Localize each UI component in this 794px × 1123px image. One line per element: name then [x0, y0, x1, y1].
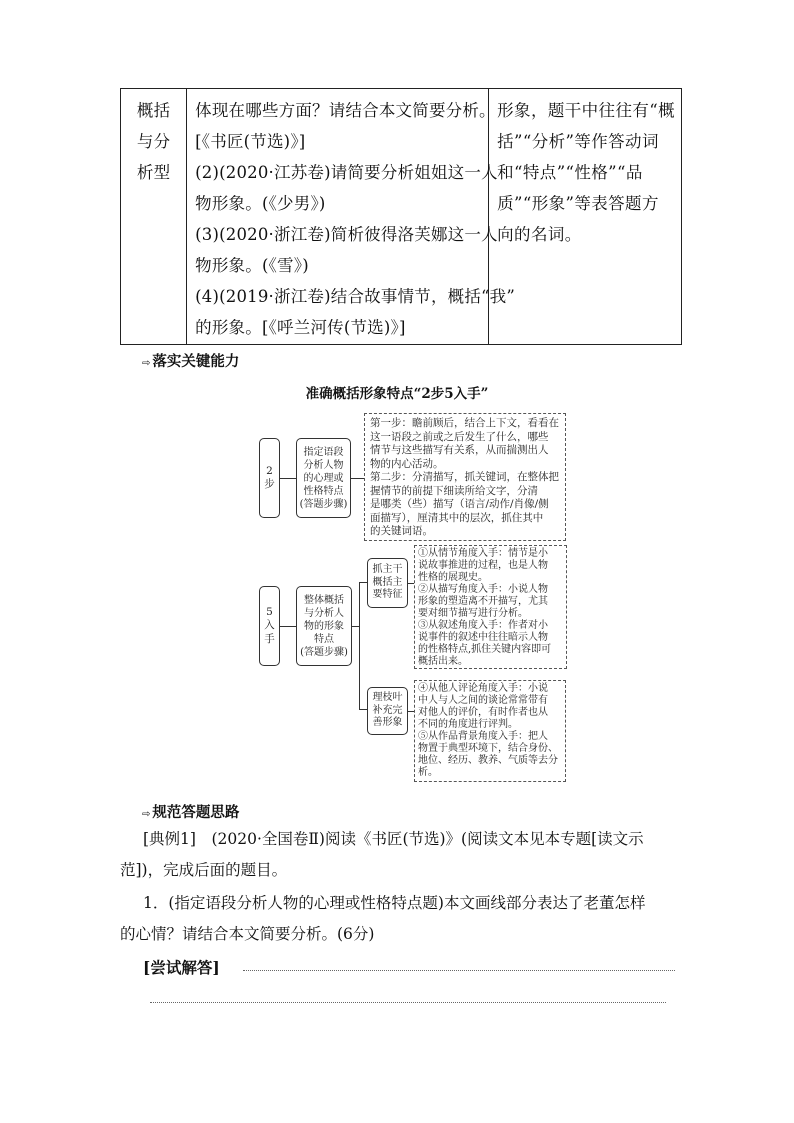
section-heading-answer-approach — [142, 801, 239, 822]
detail-line: 概括出来。 — [418, 656, 468, 667]
detail-line: 的性格特点,抓住关键内容即可 — [418, 644, 552, 655]
detail-line: 中人与人之间的谈论常常带有 — [418, 695, 548, 706]
analysis-table — [120, 88, 682, 345]
detail-line: 情节与这些描写有关系，从而揣测出人 — [370, 444, 549, 456]
connector-line — [359, 582, 360, 709]
detail-line: 握情节的前提下细读所给文字，分清 — [370, 484, 538, 497]
question-line-1: 1．(指定语段分析人物的心理或性格特点题)本文画线部分表达了老董怎样 — [143, 894, 646, 912]
question-line: [《书匠(节选)》] — [195, 132, 306, 151]
connector-line — [359, 582, 367, 583]
connector-line — [280, 626, 296, 627]
detail-line: ④从他人评论角度入手：小说 — [418, 683, 548, 694]
tip-line: 和“特点”“性格”“品 — [497, 163, 643, 182]
pen-icon: ⇨ — [142, 809, 151, 820]
connector-line — [352, 626, 359, 627]
type-line: 与分 — [136, 132, 171, 151]
detail-line: 说故事推进的过程，也是人物 — [418, 560, 548, 571]
detail-line: 这一语段之前或之后发生了什么，哪些 — [370, 430, 549, 443]
table-question-cell — [187, 89, 516, 344]
example-line-2: 范])，完成后面的题目。 — [120, 861, 288, 879]
detail-line: ⑤从作品背景角度入手：把人 — [418, 731, 548, 742]
sub1-detail — [414, 545, 567, 669]
question-line: (2)(2020·江苏卷)请简要分析姐姐这一人 — [195, 163, 498, 182]
type-line: 概括 — [136, 101, 171, 120]
sub2-box: 理枝叶 补充完 善形象 — [367, 687, 408, 735]
tip-line: 括”“分析”等作答动词 — [497, 132, 659, 151]
question-line: 物形象。(《少男》) — [195, 194, 326, 213]
detail-line: 地位、经历、教养、气质等去分 — [418, 755, 558, 766]
detail-line: ①从情节角度入手：情节是小 — [418, 548, 548, 559]
detail-line: 第二步：分清描写，抓关键词，在整体把 — [370, 471, 559, 483]
answer-line — [243, 970, 675, 971]
question-line: 体现在哪些方面？请结合本文简要分析。 — [195, 101, 496, 120]
sub2-detail — [414, 680, 566, 782]
tip-line: 形象，题干中往往有“概 — [497, 101, 675, 120]
section-title: 规范答题思路 — [152, 805, 240, 821]
detail-line: 面描写），厘清其中的层次，抓住其中 — [370, 511, 544, 524]
table-tip-cell — [489, 89, 681, 344]
detail-line: 的关键词语。 — [370, 525, 433, 537]
example-line-1: [典例1] (2020·全国卷Ⅱ)阅读《书匠(节选)》(阅读文本见本专题[读文示 — [143, 830, 644, 848]
detail-line: 析。 — [418, 767, 438, 778]
diagram-title: 准确概括形象特点“2步5入手” — [305, 386, 489, 402]
table-type-cell — [121, 89, 187, 344]
detail-line: ②从描写角度入手：小说人物 — [418, 584, 548, 595]
type-line: 析型 — [136, 163, 171, 182]
answer-line — [150, 1002, 666, 1003]
detail-line: 要对细节描写进行分析。 — [418, 608, 528, 619]
step2-detail — [364, 413, 566, 541]
detail-line: 说事件的叙述中往往暗示人物 — [418, 632, 548, 643]
question-line-2: 的心情？请结合本文简要分析。(6分) — [120, 925, 375, 943]
detail-line: 性格的展现史。 — [418, 572, 488, 583]
connector-line — [359, 709, 367, 710]
step2-box: 指定语段 分析人物 的心理或 性格特点 (答题步骤) — [296, 438, 351, 518]
question-line: 物形象。(《雪》) — [195, 256, 309, 275]
sub1-box: 抓主干 概括主 要特征 — [367, 558, 408, 608]
question-line: (3)(2020·浙江卷)简析彼得洛芙娜这一人 — [195, 225, 498, 244]
question-line: 的形象。[《呼兰河传(节选)》] — [195, 318, 406, 337]
tip-line: 向的名词。 — [497, 225, 582, 244]
detail-line: 不同的角度进行评判。 — [418, 719, 518, 730]
step5-label-box: 5 入 手 — [259, 586, 280, 666]
step2-label-box: 2 步 — [259, 438, 280, 518]
tip-line: 质”“形象”等表答题方 — [497, 194, 659, 213]
pen-icon: ⇨ — [142, 358, 151, 369]
connector-line — [280, 478, 296, 479]
detail-line: 第一步：瞻前顾后，结合上下文，看看在 — [370, 417, 559, 429]
attempt-label: [尝试解答] — [143, 958, 220, 977]
question-line: (4)(2019·浙江卷)结合故事情节，概括“我” — [195, 287, 516, 306]
detail-line: 对他人的评价，有时作者也从 — [418, 707, 548, 718]
connector-line — [351, 478, 365, 479]
detail-line: 形象的塑造离不开描写，尤其 — [418, 596, 548, 607]
detail-line: 物置于典型环境下，结合身份、 — [418, 743, 558, 754]
detail-line: 是哪类（些）描写（语言/动作/肖像/侧 — [370, 498, 549, 510]
section-heading-key-ability — [142, 350, 239, 371]
detail-line: 物的内心活动。 — [370, 457, 444, 470]
detail-line: ③从叙述角度入手：作者对小 — [418, 620, 548, 631]
step5-box: 整体概括 与分析人 物的形象 特点 (答题步骤) — [296, 586, 352, 666]
section-title: 落实关键能力 — [152, 354, 240, 370]
